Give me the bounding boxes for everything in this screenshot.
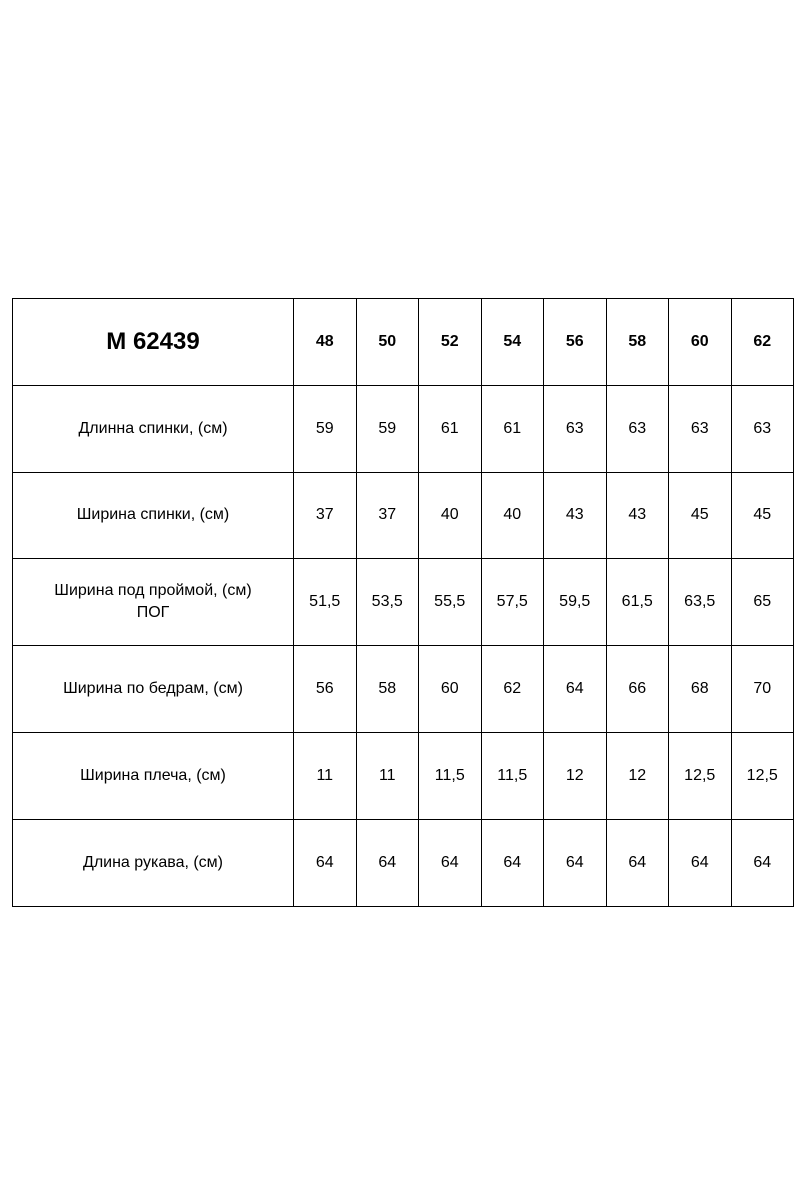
measurement-label-text: Длинна спинки, (см) [78,419,228,437]
measurement-value: 64 [731,819,794,906]
measurement-value: 43 [544,472,607,559]
measurement-label [13,646,294,733]
measurement-value: 11 [356,732,419,819]
measurement-value: 12,5 [731,732,794,819]
measurement-value: 43 [606,472,669,559]
measurement-value: 12 [544,732,607,819]
table-row [13,472,794,559]
measurement-label [13,559,294,646]
measurement-value: 64 [356,819,419,906]
size-header: 62 [731,299,794,386]
measurement-value: 11 [294,732,357,819]
measurement-value: 63 [669,385,732,472]
measurement-value: 11,5 [481,732,544,819]
measurement-value: 58 [356,646,419,733]
measurement-value: 57,5 [481,559,544,646]
measurement-value: 55,5 [419,559,482,646]
table-row [13,819,794,906]
measurement-value: 12 [606,732,669,819]
measurement-value: 61,5 [606,559,669,646]
measurement-value: 64 [294,819,357,906]
header-row [13,299,794,386]
measurement-value: 70 [731,646,794,733]
measurement-value: 61 [419,385,482,472]
table-row [13,732,794,819]
measurement-value: 60 [419,646,482,733]
measurement-value: 66 [606,646,669,733]
size-header: 52 [419,299,482,386]
model-number: M 62439 [13,299,294,386]
measurement-value: 64 [481,819,544,906]
measurement-label [13,819,294,906]
measurement-value: 63 [544,385,607,472]
measurement-value: 53,5 [356,559,419,646]
size-header: 56 [544,299,607,386]
measurement-value: 37 [356,472,419,559]
measurement-sublabel: ПОГ [136,604,170,622]
size-header: 60 [669,299,732,386]
size-header: 54 [481,299,544,386]
measurement-value: 59 [356,385,419,472]
measurement-value: 59,5 [544,559,607,646]
measurement-label [13,472,294,559]
measurement-value: 65 [731,559,794,646]
measurement-label [13,385,294,472]
measurement-label-text: Ширина под проймой, (см) [54,582,252,600]
size-header: 50 [356,299,419,386]
measurement-value: 59 [294,385,357,472]
measurement-value: 12,5 [669,732,732,819]
size-chart-table [12,298,794,907]
measurement-value: 64 [419,819,482,906]
measurement-value: 45 [731,472,794,559]
measurement-value: 40 [481,472,544,559]
size-header: 48 [294,299,357,386]
measurement-value: 61 [481,385,544,472]
measurement-label-text: Ширина по бедрам, (см) [63,680,243,698]
measurement-value: 51,5 [294,559,357,646]
measurement-value: 45 [669,472,732,559]
measurement-value: 56 [294,646,357,733]
measurement-label-text: Длина рукава, (см) [82,853,224,871]
measurement-label-text: Ширина плеча, (см) [80,766,226,784]
measurement-value: 40 [419,472,482,559]
table-row [13,559,794,646]
measurement-value: 64 [669,819,732,906]
measurement-value: 62 [481,646,544,733]
measurement-value: 37 [294,472,357,559]
measurement-value: 64 [606,819,669,906]
measurement-label-text: Ширина спинки, (см) [76,506,230,524]
measurement-value: 64 [544,646,607,733]
measurement-value: 68 [669,646,732,733]
size-header: 58 [606,299,669,386]
measurement-label [13,732,294,819]
table-row [13,385,794,472]
measurement-value: 64 [544,819,607,906]
measurement-value: 63,5 [669,559,732,646]
measurement-value: 63 [606,385,669,472]
table-row [13,646,794,733]
measurement-value: 63 [731,385,794,472]
measurement-value: 11,5 [419,732,482,819]
